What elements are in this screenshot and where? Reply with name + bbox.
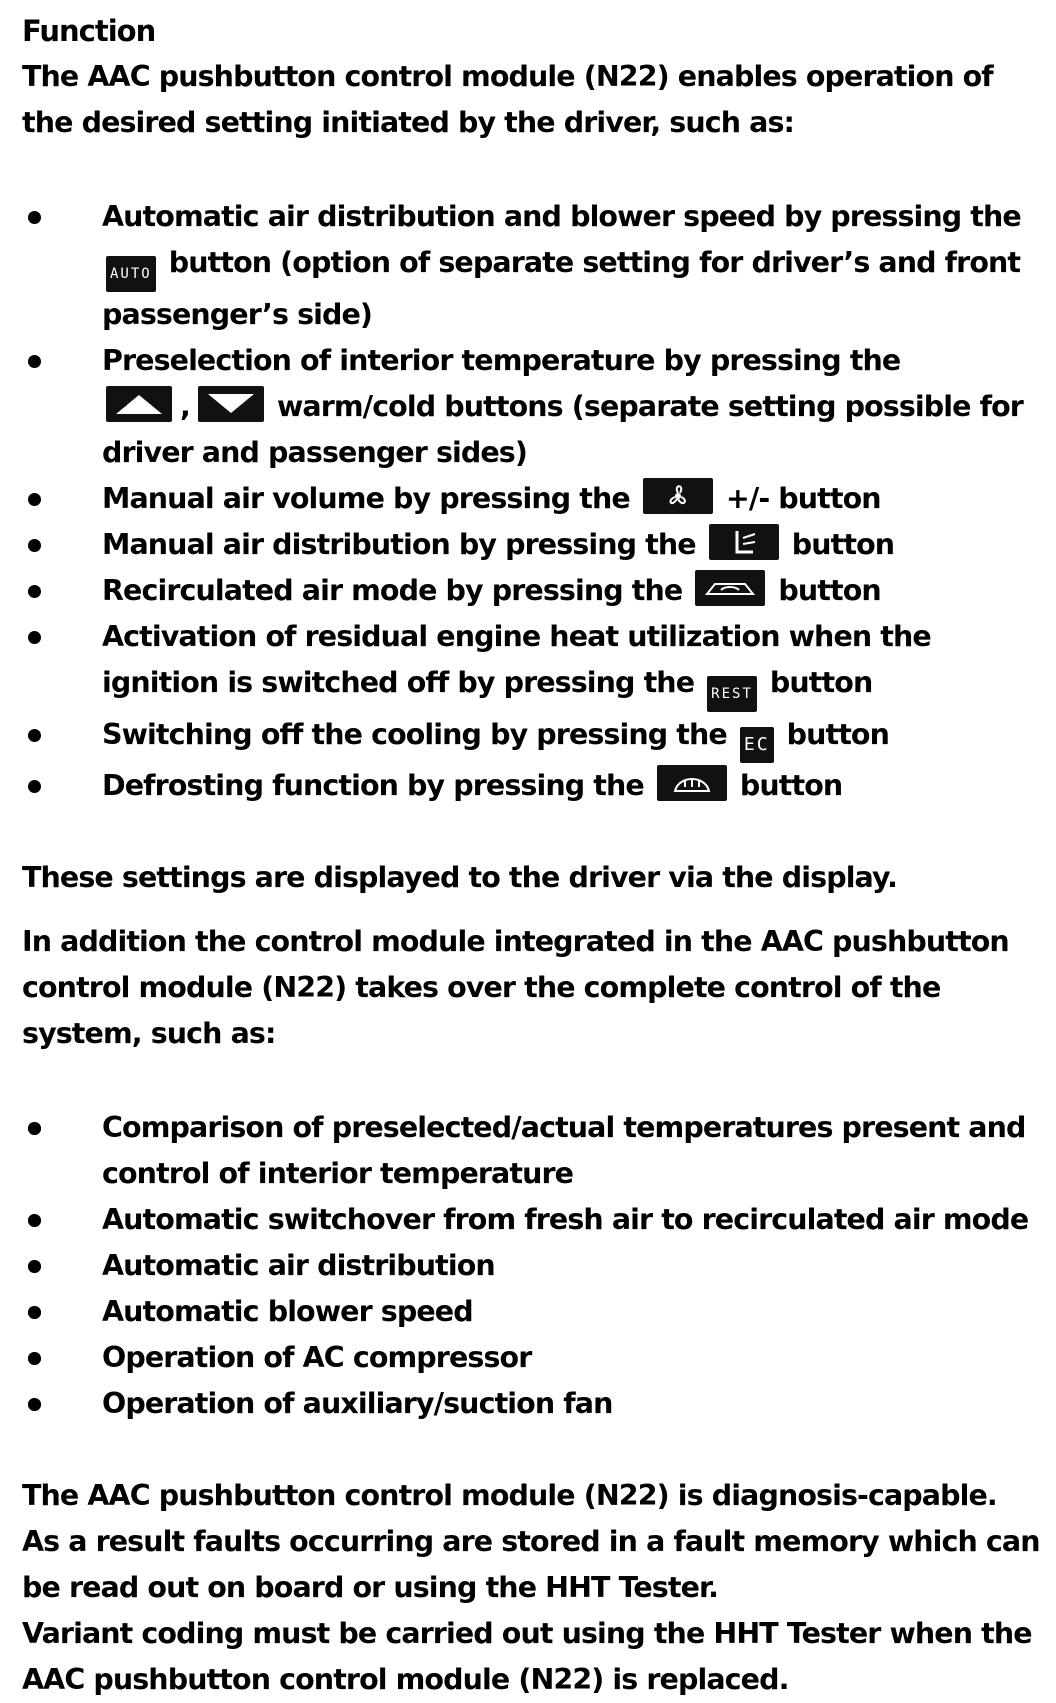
bullet-icon — [28, 729, 41, 742]
list-item: Operation of auxiliary/suction fan — [22, 1381, 1042, 1427]
spacer — [22, 1057, 1042, 1105]
defrost-button-icon — [657, 765, 727, 801]
list-item: Operation of AC compressor — [22, 1335, 1042, 1381]
bullet-icon — [28, 1352, 41, 1365]
bullet-icon — [28, 585, 41, 598]
bullet-icon — [28, 1306, 41, 1319]
list-item: Switching off the cooling by pressing the EC button — [22, 712, 1042, 763]
control-functions-list — [22, 1105, 1042, 1427]
bullet-icon — [28, 493, 41, 506]
cold-button-icon — [198, 386, 264, 422]
driver-settings-list — [22, 194, 1042, 809]
bullet-icon — [28, 631, 41, 644]
bullet-icon — [28, 355, 41, 368]
spacer — [22, 146, 1042, 194]
list-item: Recirculated air mode by pressing the button — [22, 568, 1042, 614]
list-item: Automatic air distribution — [22, 1243, 1042, 1289]
recirculation-button-icon — [695, 570, 765, 606]
list-item: Manual air volume by pressing the +/- button — [22, 476, 1042, 522]
bullet-icon — [28, 1214, 41, 1227]
list-item: Automatic switchover from fresh air to recirculated air mode — [22, 1197, 1042, 1243]
control-intro-paragraph: In addition the control module integrated in the AAC pushbutton control module (N22) takes over the complete control of the system, such as: — [22, 925, 1009, 1050]
list-item: Activation of residual engine heat utilization when the ignition is switched off by pressing the REST button — [22, 614, 1042, 712]
section-heading: Function — [22, 14, 156, 48]
intro-paragraph: The AAC pushbutton control module (N22) enables operation of the desired setting initiated by the driver, such as: — [22, 60, 993, 139]
ec-button-icon: EC — [740, 727, 774, 763]
spacer — [22, 901, 1042, 919]
warm-button-icon — [106, 386, 172, 422]
auto-button-icon: AUTO — [106, 256, 156, 292]
bullet-icon — [28, 780, 41, 793]
list-item: Defrosting function by pressing the button — [22, 763, 1042, 809]
list-item: Manual air distribution by pressing the button — [22, 522, 1042, 568]
air-distribution-button-icon — [709, 524, 779, 560]
spacer — [22, 809, 1042, 855]
list-item: Preselection of interior temperature by pressing the , warm/cold buttons (separate setting possible for driver and passenger sides) — [22, 338, 1042, 476]
fan-button-icon — [643, 478, 713, 514]
bullet-icon — [28, 1260, 41, 1273]
bullet-icon — [28, 1122, 41, 1135]
bullet-icon — [28, 539, 41, 552]
list-item: Automatic blower speed — [22, 1289, 1042, 1335]
list-item: Comparison of preselected/actual temperatures present and control of interior temperature — [22, 1105, 1042, 1197]
diagnosis-line: As a result faults occurring are stored in a fault memory which can be read out on board or using the HHT Tester. — [22, 1525, 1040, 1604]
bullet-icon — [28, 211, 41, 224]
diagnosis-line: Variant coding must be carried out using the HHT Tester when the AAC pushbutton control module (N22) is replaced. — [22, 1617, 1032, 1696]
display-note: These settings are displayed to the driver via the display. — [22, 861, 898, 894]
rest-button-icon: REST — [707, 676, 757, 712]
diagnosis-line: The AAC pushbutton control module (N22) is diagnosis-capable. — [22, 1479, 997, 1512]
list-item: Automatic air distribution and blower speed by pressing the AUTO button (option of separate setting for driver’s and front passenger’s side) — [22, 194, 1042, 338]
spacer — [22, 1427, 1042, 1473]
bullet-icon — [28, 1398, 41, 1411]
